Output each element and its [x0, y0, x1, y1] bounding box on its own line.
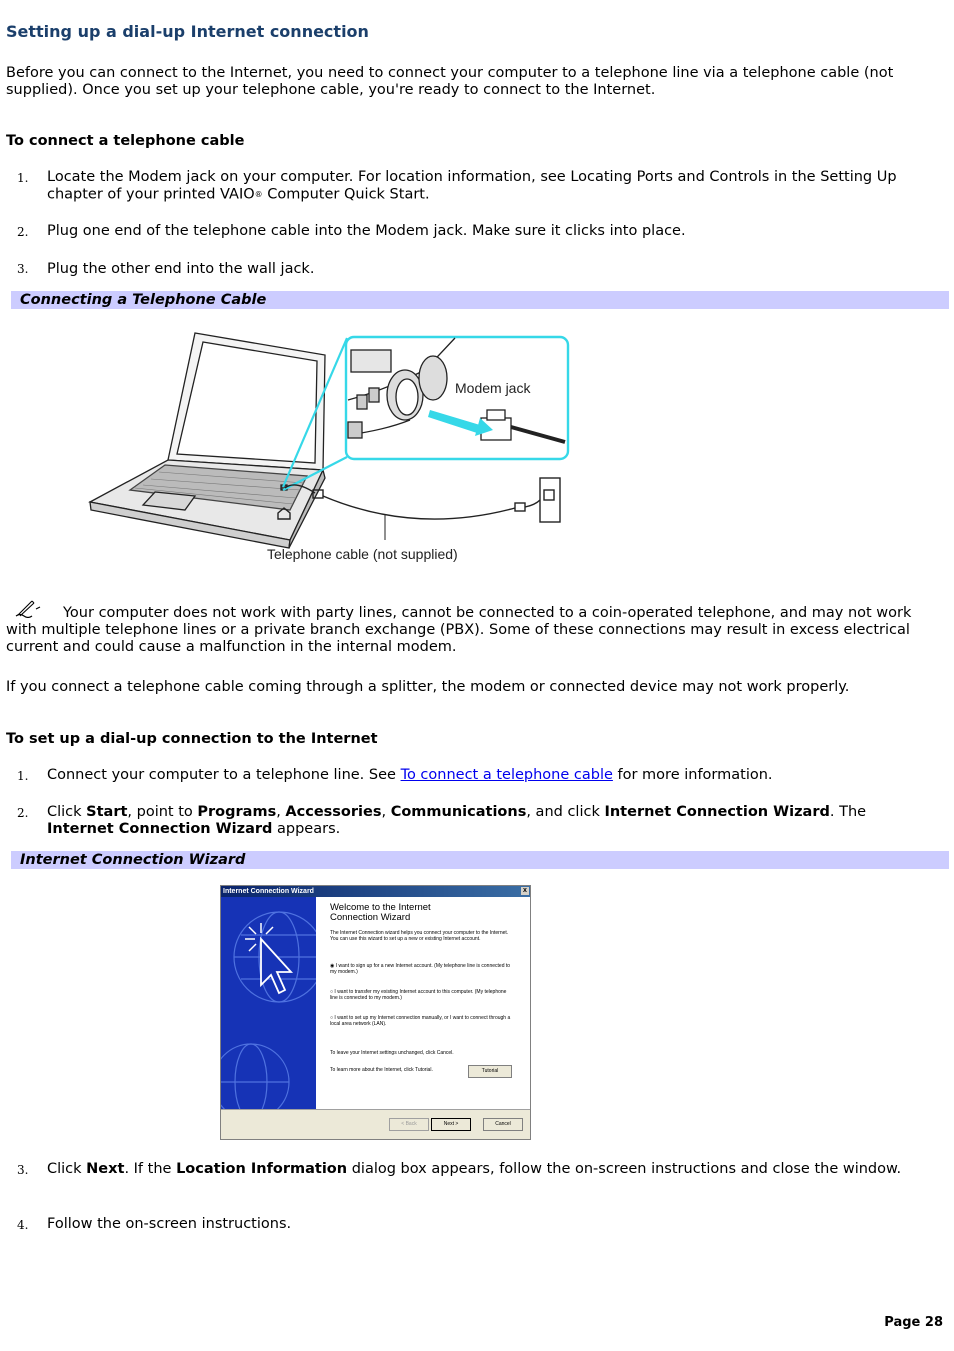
t: Start — [86, 804, 128, 820]
step-text-part: for more information. — [612, 767, 773, 783]
t: Click — [47, 804, 87, 820]
step-text — [47, 804, 927, 838]
step-text-part: Locate the Modem jack on your computer. For location information, see Locating Ports and Controls in the Setting Up chapter of your printed VAIO — [47, 169, 897, 203]
globe-cursor-icon — [221, 897, 316, 1109]
wizard-titlebar — [221, 886, 530, 897]
t: Internet Connection Wizard — [604, 804, 830, 820]
wizard-divider — [221, 1109, 530, 1110]
note-paragraph: Your computer does not work with party lines, cannot be connected to a coin-operated telephone, and may not work with multiple telephone lines or a private branch exchange (PBX). Some of these connections may result in excess electrical current and could cause a malfunction in the internal modem. — [6, 605, 912, 655]
t: , — [276, 804, 286, 820]
radio-icon[interactable]: ○ — [330, 1015, 335, 1021]
figure-caption-bar — [11, 291, 949, 309]
step-number: 4. — [17, 1218, 29, 1232]
wizard-learn-text: To learn more about the Internet, click Tutorial. — [330, 1067, 433, 1073]
connect-telephone-cable-link[interactable]: To connect a telephone cable — [400, 767, 613, 783]
step-text: Plug the other end into the wall jack. — [47, 261, 315, 277]
t: Accessories — [285, 804, 382, 820]
wizard-option-new-account[interactable] — [330, 963, 515, 975]
option-label: I want to sign up for a new Internet account. (My telephone line is connected to my modem.) — [330, 963, 511, 975]
wizard-option-transfer[interactable] — [330, 989, 515, 1001]
intro-paragraph: Before you can connect to the Internet, you need to connect your computer to a telephone line via a telephone cable (not supplied). Once you set up your telephone cable, you're ready to connect to the Internet. — [6, 65, 894, 98]
cancel-button[interactable]: Cancel — [483, 1118, 523, 1131]
option-label: I want to set up my Internet connection manually, or I want to connect through a local area network (LAN). — [330, 1015, 511, 1027]
wizard-leave-text: To leave your Internet settings unchanged, click Cancel. — [330, 1050, 454, 1056]
step-text-part: Connect your computer to a telephone line. See — [47, 767, 401, 783]
splitter-paragraph: If you connect a telephone cable coming through a splitter, the modem or connected device may not work properly. — [6, 679, 850, 695]
step-text — [47, 767, 927, 784]
t: Location Information — [176, 1161, 348, 1177]
radio-icon[interactable]: ○ — [330, 989, 335, 995]
page-title: Setting up a dial-up Internet connection — [6, 22, 369, 41]
step-number: 1. — [17, 171, 29, 185]
wizard-description: The Internet Connection wizard helps you connect your computer to the Internet. You can use this wizard to set up a new or existing Internet account. — [330, 930, 509, 942]
t: appears. — [272, 821, 341, 837]
wizard-heading: Welcome to the Internet Connection Wizard — [330, 902, 431, 923]
wizard-screenshot — [220, 885, 531, 1140]
t: , and click — [526, 804, 605, 820]
back-button[interactable]: < Back — [389, 1118, 429, 1131]
wizard-content — [316, 897, 530, 1109]
t: Communications — [390, 804, 527, 820]
section-heading-connect-cable: To connect a telephone cable — [6, 133, 245, 149]
step-number: 3. — [17, 1163, 29, 1177]
step-text — [47, 1161, 927, 1178]
t: Next — [86, 1161, 125, 1177]
telephone-cable-label: Telephone cable (not supplied) — [267, 546, 458, 562]
t: Click — [47, 1161, 87, 1177]
section-heading-dialup: To set up a dial-up connection to the Internet — [6, 731, 378, 747]
t: . The — [829, 804, 867, 820]
step-text — [47, 169, 927, 204]
t: Internet Connection Wizard — [47, 821, 273, 837]
option-label: I want to transfer my existing Internet account to this computer. (My telephone line is connected to my modem.) — [330, 989, 507, 1001]
t: , point to — [127, 804, 198, 820]
step-number: 3. — [17, 262, 29, 276]
t: dialog box appears, follow the on-screen instructions and close the window. — [347, 1161, 902, 1177]
figure-caption-bar — [11, 851, 949, 869]
registered-mark: ® — [254, 190, 263, 199]
page-number: Page 28 — [884, 1315, 943, 1330]
t: Programs — [197, 804, 277, 820]
step-number: 2. — [17, 225, 29, 239]
wizard-side-panel — [221, 897, 316, 1109]
next-button[interactable]: Next > — [431, 1118, 471, 1131]
step-text: Follow the on-screen instructions. — [47, 1216, 292, 1232]
modem-jack-label: Modem jack — [455, 380, 531, 396]
radio-selected-icon[interactable]: ◉ — [330, 963, 336, 969]
step-text: Plug one end of the telephone cable into the Modem jack. Make sure it clicks into place. — [47, 223, 686, 239]
step-text-part: Computer Quick Start. — [262, 186, 430, 203]
tutorial-button[interactable]: Tutorial — [468, 1065, 512, 1078]
figure-caption: Internet Connection Wizard — [20, 852, 246, 868]
wizard-title: Internet Connection Wizard — [223, 888, 314, 895]
t: , — [381, 804, 391, 820]
step-number: 2. — [17, 806, 29, 820]
telephone-cable-illustration — [85, 330, 575, 570]
wizard-option-manual[interactable] — [330, 1015, 515, 1027]
step-number: 1. — [17, 769, 29, 783]
close-icon[interactable]: x — [521, 887, 529, 895]
figure-caption: Connecting a Telephone Cable — [20, 292, 267, 308]
t: . If the — [124, 1161, 177, 1177]
